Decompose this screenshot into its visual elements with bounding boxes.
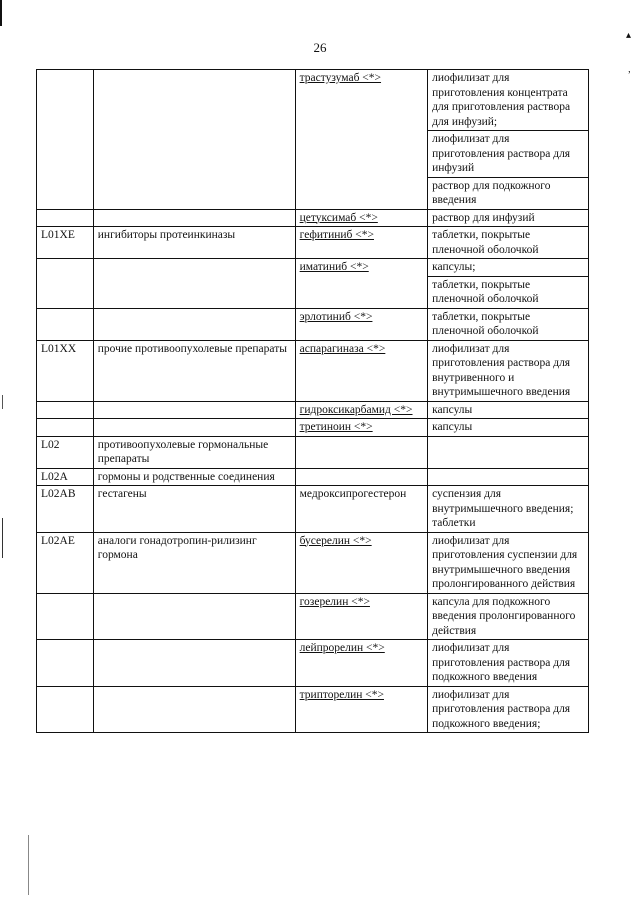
table-row <box>37 259 589 309</box>
drug-name-cell: иматиниб <*> <box>295 259 427 309</box>
group-name-cell <box>93 593 295 640</box>
table-row <box>37 532 589 593</box>
dosage-form-cell <box>428 532 589 593</box>
atc-code-cell <box>37 593 94 640</box>
dosage-form-cell <box>428 227 589 259</box>
group-name-cell <box>93 70 295 210</box>
group-name-cell <box>93 308 295 340</box>
atc-code-cell: L01XX <box>37 340 94 401</box>
dosage-form-item: лиофилизат для приготовления раствора для инфузий <box>428 131 588 178</box>
table-row <box>37 340 589 401</box>
dosage-form-cell <box>428 486 589 533</box>
atc-code-cell: L02AE <box>37 532 94 593</box>
atc-code-cell <box>37 401 94 419</box>
table-row <box>37 209 589 227</box>
dosage-form-cell <box>428 468 589 486</box>
group-name-cell <box>93 209 295 227</box>
scan-margin-mark <box>2 395 3 409</box>
dosage-form-cell <box>428 259 589 309</box>
drug-name-cell: трастузумаб <*> <box>295 70 427 210</box>
drug-name-cell: гидроксикарбамид <*> <box>295 401 427 419</box>
table-row <box>37 686 589 733</box>
dosage-form-item <box>428 469 588 471</box>
dosage-form-item: таблетки, покрытые пленочной оболочкой <box>432 229 539 256</box>
scan-margin-mark <box>2 518 3 558</box>
dosage-form-item: суспензия для внутримышечного введения; таблетки <box>432 488 574 529</box>
atc-code-cell: L02A <box>37 468 94 486</box>
dosage-form-cell <box>428 308 589 340</box>
table-row <box>37 468 589 486</box>
table-row <box>37 436 589 468</box>
atc-code-cell <box>37 70 94 210</box>
drug-name-cell: эрлотиниб <*> <box>295 308 427 340</box>
dosage-form-item: капсула для подкожного введения пролонгированного действия <box>432 595 576 637</box>
atc-code-cell <box>37 419 94 437</box>
group-name-cell <box>93 686 295 733</box>
atc-code-cell <box>37 209 94 227</box>
drug-name-cell: гозерелин <*> <box>295 593 427 640</box>
group-name-cell <box>93 259 295 309</box>
dosage-form-item <box>428 437 588 439</box>
dosage-form-item: лиофилизат для приготовления суспензии для внутримышечного введения пролонгированного действия <box>432 534 578 590</box>
drug-name-cell: цетуксимаб <*> <box>295 209 427 227</box>
drug-name-cell: третиноин <*> <box>295 419 427 437</box>
group-name-cell <box>93 640 295 687</box>
atc-code-cell: L02 <box>37 436 94 468</box>
drug-name-cell: гефитиниб <*> <box>295 227 427 259</box>
scan-margin-mark <box>0 0 2 26</box>
atc-code-cell <box>37 640 94 687</box>
drug-name-cell: бусерелин <*> <box>295 532 427 593</box>
group-name-cell: ингибиторы протеинкиназы <box>93 227 295 259</box>
group-name-cell: гормоны и родственные соединения <box>93 468 295 486</box>
table-row <box>37 640 589 687</box>
group-name-cell: прочие противоопухолевые препараты <box>93 340 295 401</box>
scan-speck: ▴ <box>625 30 631 41</box>
dosage-form-item: раствор для инфузий <box>432 211 535 224</box>
scan-speck: ʼ <box>627 70 631 81</box>
drug-name-cell: лейпрорелин <*> <box>295 640 427 687</box>
dosage-form-cell <box>428 593 589 640</box>
table-row <box>37 486 589 533</box>
dosage-form-item: таблетки, покрытые пленочной оболочкой <box>428 276 588 308</box>
group-name-cell <box>93 419 295 437</box>
table-row <box>37 227 589 259</box>
dosage-form-cell <box>428 209 589 227</box>
drug-name-cell <box>295 436 427 468</box>
dosage-form-item: лиофилизат для приготовления раствора для подкожного введения <box>432 642 571 683</box>
drug-table <box>36 69 589 733</box>
table-row <box>37 308 589 340</box>
group-name-cell: противоопухолевые гормональные препараты <box>93 436 295 468</box>
drug-name-cell: трипторелин <*> <box>295 686 427 733</box>
atc-code-cell <box>37 259 94 309</box>
table-row <box>37 70 589 210</box>
dosage-form-item: капсулы <box>432 403 473 416</box>
atc-code-cell <box>37 686 94 733</box>
dosage-form-cell <box>428 401 589 419</box>
group-name-cell <box>93 401 295 419</box>
scan-margin-mark <box>28 835 29 895</box>
dosage-form-cell <box>428 436 589 468</box>
dosage-form-item: таблетки, покрытые пленочной оболочкой <box>432 310 539 337</box>
atc-code-cell <box>37 308 94 340</box>
table-row <box>37 419 589 437</box>
drug-name-cell: медроксипрогестерон <box>295 486 427 533</box>
drug-name-cell <box>295 468 427 486</box>
dosage-form-cell <box>428 686 589 733</box>
dosage-form-item: капсулы; <box>432 261 476 273</box>
atc-code-cell: L01XE <box>37 227 94 259</box>
table-row <box>37 593 589 640</box>
table-row <box>37 401 589 419</box>
dosage-form-cell <box>428 419 589 437</box>
drug-name-cell: аспарагиназа <*> <box>295 340 427 401</box>
dosage-form-item: лиофилизат для приготовления раствора для внутривенного и внутримышечного введения <box>432 342 571 398</box>
dosage-form-item: раствор для подкожного введения <box>428 177 588 209</box>
group-name-cell: аналоги гонадотропин-рилизинг гормона <box>93 532 295 593</box>
dosage-form-item: лиофилизат для приготовления концентрата для приготовления раствора для инфузий; <box>432 72 571 128</box>
page-number: 26 <box>313 40 327 55</box>
dosage-form-cell <box>428 640 589 687</box>
dosage-form-item: капсулы <box>432 421 473 433</box>
dosage-form-item: лиофилизат для приготовления раствора для подкожного введения; <box>432 688 571 730</box>
dosage-form-cell <box>428 70 589 210</box>
dosage-form-cell <box>428 340 589 401</box>
atc-code-cell: L02AB <box>37 486 94 533</box>
group-name-cell: гестагены <box>93 486 295 533</box>
